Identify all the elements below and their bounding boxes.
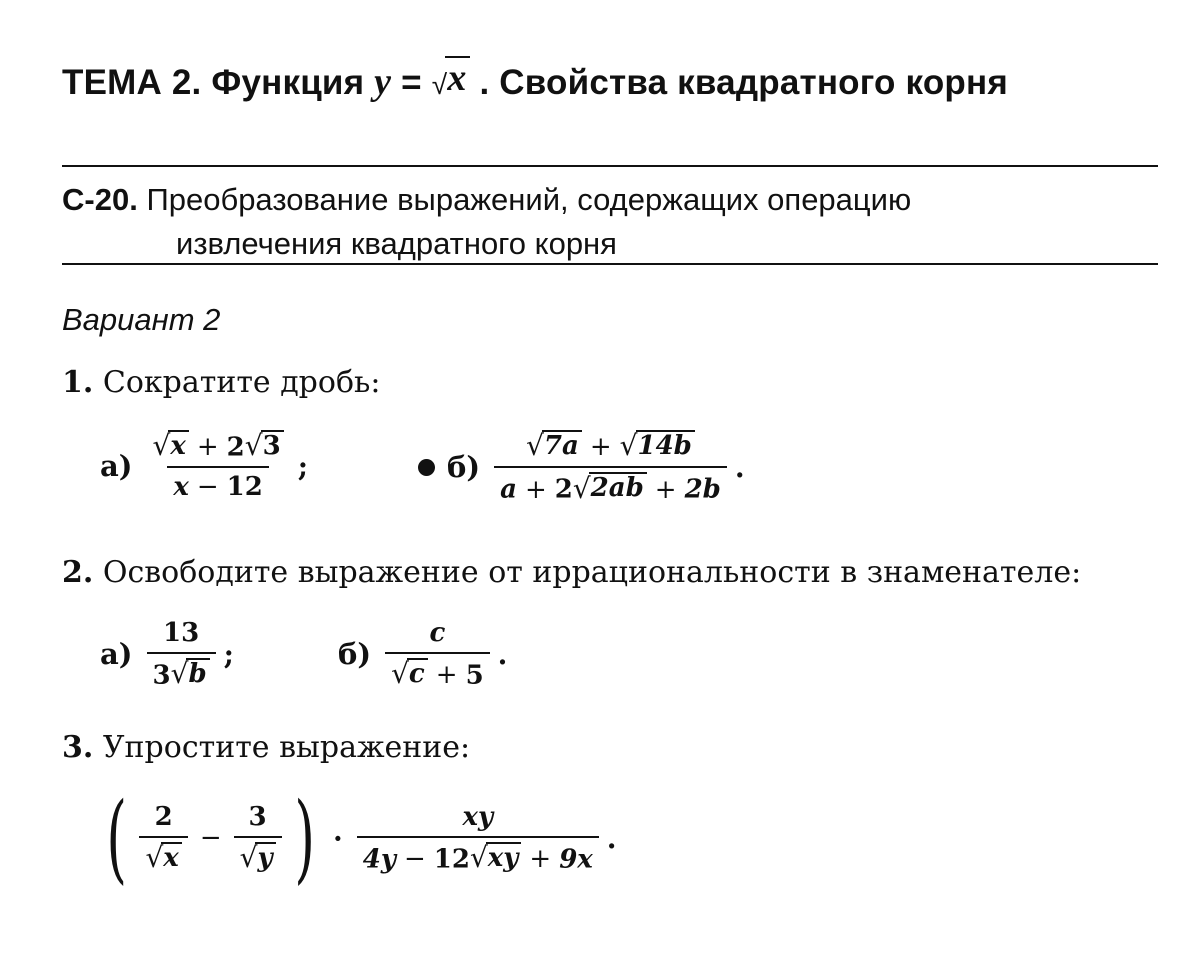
denominator: a + 2 √ 2ab + 2b <box>494 466 727 504</box>
task-1-heading <box>62 365 380 400</box>
task-1a-expression: а) √ x + 2 √ 3 x − 12 ; <box>100 429 309 503</box>
sqrt: √ 2ab <box>573 472 647 502</box>
fraction <box>234 802 282 874</box>
sqrt: √ b <box>171 658 210 688</box>
denominator <box>139 836 187 874</box>
sqrt: √ 7a <box>526 430 582 460</box>
topic-prefix: ТЕМА 2. Функция <box>62 62 375 102</box>
denominator: x − 12 <box>167 466 269 502</box>
radical-sign-icon: √ <box>244 429 263 463</box>
fraction <box>147 430 290 502</box>
numerator: xy <box>462 801 494 832</box>
variant-label: Вариант 2 <box>62 302 221 337</box>
numerator: √ 7a + √ 14b <box>520 430 701 466</box>
task-2-heading <box>62 555 1081 590</box>
numerator: 3 <box>248 801 267 832</box>
radical-sign-icon: √ <box>431 68 448 100</box>
divider-bottom <box>62 263 1158 265</box>
task-1b-expression: б) √ 7a + √ 14b a + 2 √ 2ab + 2b . <box>418 430 745 505</box>
task-3-expression: ( 2 √ x − 3 √ y ) · xy 4y − 12 √ xy + 9x . <box>106 782 617 894</box>
topic-radicand: x <box>445 56 469 99</box>
topic-func-var: y <box>374 60 392 103</box>
radical-sign-icon: √ <box>239 841 258 875</box>
radical-sign-icon: √ <box>619 429 638 463</box>
denominator: 3 √ b <box>147 652 216 690</box>
radical-sign-icon: √ <box>572 471 591 505</box>
fraction <box>357 802 599 874</box>
topic-suffix: . Свойства квадратного корня <box>469 62 1008 102</box>
section-header <box>62 178 911 266</box>
bullet-icon <box>418 459 435 476</box>
sqrt: √ 3 <box>245 430 284 460</box>
numerator: 13 <box>162 618 200 648</box>
item-label: б) <box>338 637 372 672</box>
radical-sign-icon: √ <box>469 841 488 875</box>
sqrt: √ y <box>240 842 276 872</box>
task-2a-expression: а) 13 3 √ b ; <box>100 618 234 691</box>
item-label: а) <box>100 449 133 484</box>
fraction <box>139 802 187 874</box>
item-label: а) <box>100 637 133 672</box>
denominator: √ c + 5 <box>385 652 490 690</box>
task-number: 2. <box>62 555 94 590</box>
task-text: Упростите выражение: <box>102 730 471 765</box>
topic-sqrt <box>432 56 470 99</box>
denominator: 4y − 12 √ xy + 9x <box>357 836 599 874</box>
right-paren-icon: ) <box>293 782 315 894</box>
item-label: б) <box>447 450 481 485</box>
topic-equals: = <box>391 62 432 102</box>
task-2b-expression: б) c √ c + 5 . <box>338 618 508 691</box>
radical-sign-icon: √ <box>526 429 544 463</box>
numerator: c <box>429 618 446 648</box>
denominator <box>234 836 282 874</box>
sqrt: √ c <box>391 658 428 688</box>
radical-sign-icon: √ <box>391 657 409 691</box>
radical-sign-icon: √ <box>152 429 171 463</box>
sqrt: √ 14b <box>620 430 695 460</box>
section-code: С-20. <box>62 182 138 217</box>
numerator: √ x + 2 √ 3 <box>147 430 290 466</box>
sqrt: √ x <box>145 842 181 872</box>
task-number: 1. <box>62 365 94 400</box>
fraction <box>494 430 727 505</box>
section-title-line1: Преобразование выражений, содержащих операцию <box>146 182 912 217</box>
divider-top <box>62 165 1158 167</box>
numerator: 2 <box>154 801 173 832</box>
topic-title <box>62 56 1172 104</box>
section-title-line2: извлечения квадратного корня <box>176 226 617 261</box>
fraction <box>147 618 216 690</box>
task-number: 3. <box>62 730 94 765</box>
task-text: Сократите дробь: <box>102 365 381 400</box>
left-paren-icon: ( <box>106 782 128 894</box>
sqrt: √ xy <box>470 842 521 872</box>
radical-sign-icon: √ <box>170 657 189 691</box>
task-text: Освободите выражение от иррациональности в знаменателе: <box>102 555 1082 590</box>
fraction <box>385 618 490 690</box>
task-3-heading <box>62 730 470 765</box>
radical-sign-icon: √ <box>145 841 164 875</box>
sqrt: √ x <box>153 430 189 460</box>
